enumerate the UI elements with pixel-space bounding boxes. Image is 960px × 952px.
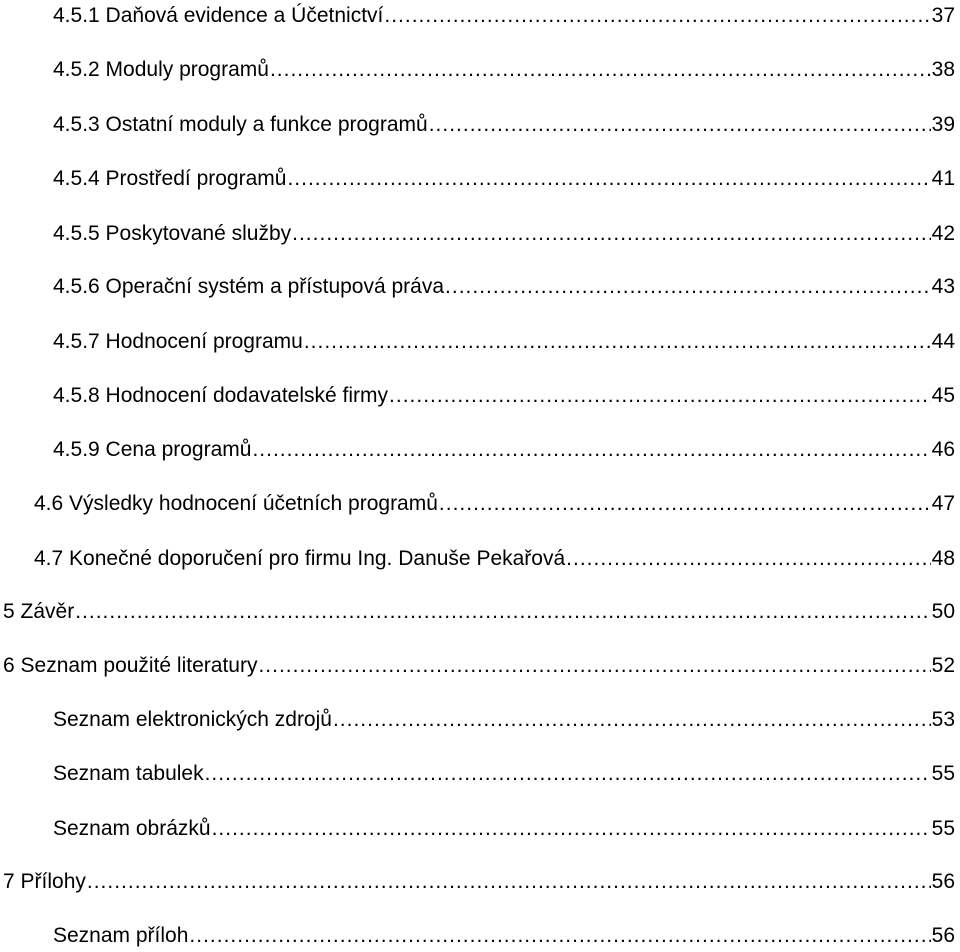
dot-leader xyxy=(445,273,931,301)
toc-entry-title: 4.5.1 Daňová evidence a Účetnictví xyxy=(53,4,384,27)
dot-leader xyxy=(304,328,931,356)
toc-entry[interactable] xyxy=(53,328,955,356)
toc-entry-title: 4.5.9 Cena programů xyxy=(53,438,252,461)
toc-entry-page: 42 xyxy=(931,222,955,245)
toc-entry-title: 4.5.4 Prostředí programů xyxy=(53,167,287,190)
toc-entry[interactable] xyxy=(53,56,955,84)
toc-entry-title: Seznam elektronických zdrojů xyxy=(53,708,332,731)
toc-entry-page: 46 xyxy=(931,438,955,461)
dot-leader xyxy=(389,382,931,410)
toc-entry[interactable] xyxy=(3,652,955,680)
toc-entry[interactable] xyxy=(53,220,955,248)
dot-leader xyxy=(439,490,931,518)
toc-entry-page: 43 xyxy=(931,275,955,298)
toc-entry-page: 55 xyxy=(931,817,955,840)
toc-entry-page: 56 xyxy=(931,870,955,893)
dot-leader xyxy=(429,111,931,139)
toc-entry-page: 52 xyxy=(931,654,955,677)
toc-entry-page: 45 xyxy=(931,384,955,407)
dot-leader xyxy=(252,436,930,464)
toc-entry[interactable] xyxy=(3,868,955,896)
toc-entry-page: 56 xyxy=(931,924,955,947)
toc-entry[interactable] xyxy=(53,273,955,301)
toc-entry-page: 53 xyxy=(931,708,955,731)
dot-leader xyxy=(205,760,931,788)
toc-entry-page: 48 xyxy=(931,547,955,570)
toc-entry-page: 38 xyxy=(931,58,955,81)
toc-entry[interactable] xyxy=(53,111,955,139)
toc-entry[interactable] xyxy=(53,165,955,193)
dot-leader xyxy=(189,922,930,950)
toc-entry-page: 41 xyxy=(931,167,955,190)
toc-entry[interactable] xyxy=(53,382,955,410)
dot-leader xyxy=(566,545,930,573)
toc-entry[interactable] xyxy=(53,815,955,843)
toc-entry[interactable] xyxy=(53,706,955,734)
dot-leader xyxy=(384,2,930,30)
toc-entry-page: 55 xyxy=(931,762,955,785)
dot-leader xyxy=(270,56,931,84)
toc-entry-title: 4.5.3 Ostatní moduly a funkce programů xyxy=(53,113,428,136)
toc-entry-title: 4.5.7 Hodnocení programu xyxy=(53,330,303,353)
dot-leader xyxy=(292,220,931,248)
toc-entry[interactable] xyxy=(53,436,955,464)
toc-entry-page: 47 xyxy=(931,492,955,515)
toc-entry[interactable] xyxy=(53,2,955,30)
dot-leader xyxy=(75,598,930,626)
toc-entry[interactable] xyxy=(34,545,955,573)
toc-entry-title: 4.5.8 Hodnocení dodavatelské firmy xyxy=(53,384,389,407)
toc-entry-title: Seznam příloh xyxy=(53,924,189,947)
dot-leader xyxy=(87,868,931,896)
toc-entry-title: 4.7 Konečné doporučení pro firmu Ing. Danuše Pekařová xyxy=(34,547,566,570)
toc-entry-title: 7 Přílohy xyxy=(3,870,86,893)
toc-entry-page: 50 xyxy=(931,600,955,623)
dot-leader xyxy=(258,652,930,680)
toc-entry-page: 37 xyxy=(931,4,955,27)
toc-entry[interactable] xyxy=(3,598,955,626)
toc-entry[interactable] xyxy=(53,760,955,788)
toc-entry[interactable] xyxy=(34,490,955,518)
toc-entry-page: 39 xyxy=(931,113,955,136)
toc-entry-title: 6 Seznam použité literatury xyxy=(3,654,258,677)
toc-entry-title: 4.6 Výsledky hodnocení účetních programů xyxy=(34,492,438,515)
dot-leader xyxy=(287,165,930,193)
toc-entry-page: 44 xyxy=(931,330,955,353)
toc-entry-title: 4.5.5 Poskytované služby xyxy=(53,222,292,245)
toc-entry[interactable] xyxy=(53,922,955,950)
toc-entry-title: Seznam obrázků xyxy=(53,817,211,840)
toc-entry-title: Seznam tabulek xyxy=(53,762,204,785)
toc-entry-title: 4.5.6 Operační systém a přístupová práva xyxy=(53,275,445,298)
dot-leader xyxy=(333,706,931,734)
dot-leader xyxy=(212,815,931,843)
toc-entry-title: 4.5.2 Moduly programů xyxy=(53,58,269,81)
toc-entry-title: 5 Závěr xyxy=(3,600,75,623)
